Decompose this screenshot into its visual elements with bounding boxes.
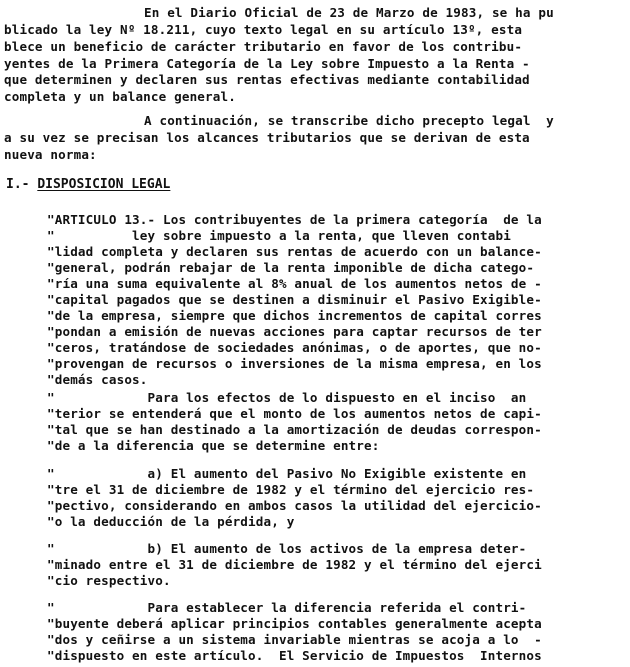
article-p1-line-4: "general, podrán rebajar de la renta imponible de dicha catego- xyxy=(47,260,535,275)
article-p3-line-4: "o la deducción de la pérdida, y xyxy=(47,514,295,529)
intro2-line-2: a su vez se precisan los alcances tributarios que se derivan de esta xyxy=(4,130,530,145)
article-p3-line-1: " a) El aumento del Pasivo No Exigible existente en xyxy=(47,466,527,481)
article-p3-line-3: "pectivo, considerando en ambos casos la utilidad del ejercicio- xyxy=(47,498,542,513)
article-p5-line-4: "dispuesto en este artículo. El Servicio de Impuestos Internos xyxy=(47,648,542,663)
article-p1-line-10: "provengan de recursos o inversiones de la misma empresa, en los xyxy=(47,356,542,371)
article-p2-line-1: " Para los efectos de lo dispuesto en el inciso an xyxy=(47,390,527,405)
article-p1-line-2: " ley sobre impuesto a la renta, que lleven contabi xyxy=(47,228,511,243)
article-p2-line-2: "terior se entenderá que el monto de los aumentos netos de capi- xyxy=(47,406,542,421)
section-heading xyxy=(6,177,170,193)
intro2-line-1: A continuación, se transcribe dicho precepto legal y xyxy=(144,113,554,128)
article-p1-line-8: "pondan a emisión de nuevas acciones para captar recursos de ter xyxy=(47,324,542,339)
intro-line-1: En el Diario Oficial de 23 de Marzo de 1983, se ha pu xyxy=(144,5,554,20)
intro-line-3: blece un beneficio de carácter tributario en favor de los contribu- xyxy=(4,39,523,54)
intro-line-2: blicado la ley Nº 18.211, cuyo texto legal en su artículo 13º, esta xyxy=(4,22,523,37)
article-p2-line-3: "tal que se han destinado a la amortización de deudas correspon- xyxy=(47,422,542,437)
article-p4-line-3: "cio respectivo. xyxy=(47,573,171,588)
article-p4-line-2: "minado entre el 31 de diciembre de 1982 y el término del ejerci xyxy=(47,557,542,572)
article-p3-line-2: "tre el 31 de diciembre de 1982 y el término del ejercicio res- xyxy=(47,482,535,497)
article-p1-line-11: "demás casos. xyxy=(47,372,148,387)
article-p1-line-1: "ARTICULO 13.- Los contribuyentes de la primera categoría de la xyxy=(47,212,542,227)
article-p1-line-9: "ceros, tratándose de sociedades anónimas, o de aportes, que no- xyxy=(47,340,542,355)
article-p2-line-4: "de a la diferencia que se determine entre: xyxy=(47,438,380,453)
article-p1-line-3: "lidad completa y declaren sus rentas de acuerdo con un balance- xyxy=(47,244,542,259)
section-number: I.- xyxy=(6,177,30,192)
article-p5-line-3: "dos y ceñirse a un sistema invariable mientras se acoja a lo - xyxy=(47,632,542,647)
intro-line-5: que determinen y declaren sus rentas efectivas mediante contabilidad xyxy=(4,72,530,87)
intro-line-4: yentes de la Primera Categoría de la Ley sobre Impuesto a la Renta - xyxy=(4,56,530,71)
article-p1-line-7: "de la empresa, siempre que dichos incrementos de capital corres xyxy=(47,308,542,323)
section-title: DISPOSICION LEGAL xyxy=(37,177,171,192)
article-p1-line-6: "capital pagados que se destinen a disminuir el Pasivo Exigible- xyxy=(47,292,542,307)
article-p1-line-5: "ría una suma equivalente al 8% anual de los aumentos netos de - xyxy=(47,276,542,291)
article-p5-line-2: "buyente deberá aplicar principios contables generalmente acepta xyxy=(47,616,542,631)
intro-line-6: completa y un balance general. xyxy=(4,89,236,104)
intro2-line-3: nueva norma: xyxy=(4,147,97,162)
article-p5-line-1: " Para establecer la diferencia referida el contri- xyxy=(47,600,527,615)
article-p4-line-1: " b) El aumento de los activos de la empresa deter- xyxy=(47,541,527,556)
